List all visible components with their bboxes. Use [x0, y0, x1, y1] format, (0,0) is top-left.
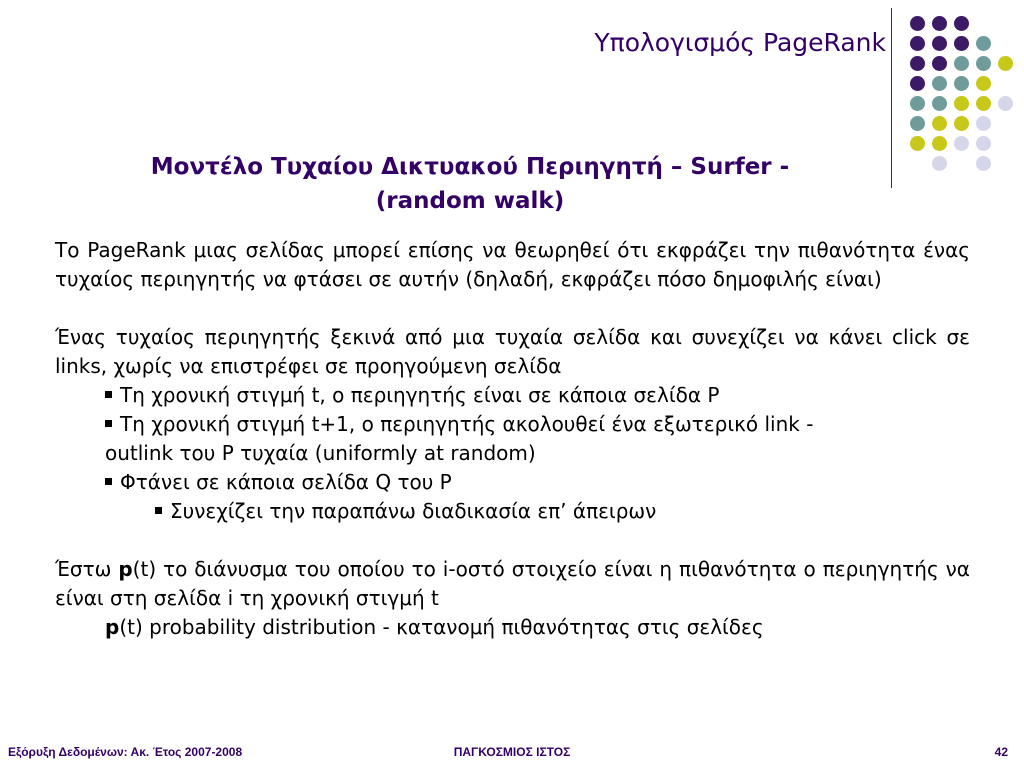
- decorative-dot: [954, 56, 969, 71]
- square-bullet-icon: [155, 507, 162, 514]
- text-fragment: (t) probability distribution - κατανομή πιθανότητας στις σελίδες: [119, 615, 764, 639]
- decorative-dot: [932, 136, 947, 151]
- bullet-continuation: outlink του P τυχαία (uniformly at random): [105, 441, 536, 465]
- decorative-dot: [954, 36, 969, 51]
- decorative-dot: [932, 156, 947, 171]
- bullet-text: Τη χρονική στιγμή t+1, ο περιηγητής ακολουθεί ένα εξωτερικό link -: [120, 412, 814, 436]
- spacer: [55, 526, 970, 555]
- decorative-dot: [932, 36, 947, 51]
- decorative-dot: [976, 116, 991, 131]
- decorative-dot: [910, 116, 925, 131]
- decorative-dot: [998, 96, 1013, 111]
- text-fragment: Έστω: [55, 557, 119, 581]
- decorative-dot: [910, 56, 925, 71]
- decorative-dot: [954, 136, 969, 151]
- paragraph-random-surfer: Ένας τυχαίος περιηγητής ξεκινά από μια τυχαία σελίδα και συνεχίζει να κάνει click σε links, χωρίς να επιστρέφει σε προηγούμενη σελίδα: [55, 325, 970, 378]
- decorative-dot: [910, 76, 925, 91]
- sub-bullet-item: [55, 497, 970, 526]
- footer-topic: ΠΑΓΚΟΣΜΙΟΣ ΙΣΤΟΣ: [453, 745, 571, 759]
- decorative-dot: [976, 96, 991, 111]
- decorative-dot: [910, 36, 925, 51]
- decorative-dot: [932, 116, 947, 131]
- decorative-dot: [976, 36, 991, 51]
- decorative-dot: [954, 76, 969, 91]
- decorative-dot: [976, 156, 991, 171]
- slide-title-line2: (random walk): [375, 188, 565, 214]
- bullet-item: [55, 381, 970, 410]
- decorative-dot: [954, 96, 969, 111]
- decorative-dot: [932, 56, 947, 71]
- decorative-dot: [910, 16, 925, 31]
- square-bullet-icon: [105, 391, 112, 398]
- header-title: Υπολογισμός PageRank: [594, 28, 886, 57]
- decorative-dot: [932, 16, 947, 31]
- header-divider: [891, 8, 892, 188]
- vector-symbol: p: [105, 615, 120, 639]
- square-bullet-icon: [105, 478, 112, 485]
- spacer: [55, 294, 970, 323]
- bullet-text: Φτάνει σε κάποια σελίδα Q του P: [120, 470, 452, 494]
- bullet-item: [55, 410, 970, 439]
- footer: [0, 745, 1024, 765]
- bullet-text: Τη χρονική στιγμή t, ο περιηγητής είναι σε κάποια σελίδα P: [120, 383, 720, 407]
- slide-body: [55, 236, 970, 642]
- vector-symbol: p: [118, 557, 133, 581]
- decorative-dot: [976, 76, 991, 91]
- decorative-dot: [976, 56, 991, 71]
- text-fragment: (t) το διάνυσμα του οποίου το i-οστό στοιχείο είναι η πιθανότητα ο περιηγητής να είναι στη σελίδα i τη χρονική στιγμή t: [55, 557, 970, 610]
- decorative-dot: [998, 56, 1013, 71]
- decorative-dot: [954, 16, 969, 31]
- decorative-dot: [932, 76, 947, 91]
- bullet-item: [55, 468, 970, 497]
- decorative-dot: [976, 136, 991, 151]
- paragraph-probability-distribution: [55, 613, 970, 642]
- paragraph-vector-definition: [55, 555, 970, 613]
- decorative-dot: [932, 96, 947, 111]
- decorative-dot: [910, 96, 925, 111]
- square-bullet-icon: [105, 420, 112, 427]
- page-number: 42: [994, 745, 1008, 759]
- slide-title: [60, 150, 880, 218]
- footer-course: Εξόρυξη Δεδομένων: Ακ. Έτος 2007-2008: [8, 745, 243, 759]
- decorative-dot: [954, 116, 969, 131]
- slide-title-line1: Μοντέλο Τυχαίου Δικτυακού Περιηγητή – Surfer -: [150, 154, 790, 180]
- bullet-text: Συνεχίζει την παραπάνω διαδικασία επ’ άπειρων: [170, 499, 657, 523]
- decorative-dot: [910, 136, 925, 151]
- paragraph-pagerank-definition: Το PageRank μιας σελίδας μπορεί επίσης να θεωρηθεί ότι εκφράζει την πιθανότητα ένας τυχαίος περιηγητής να φτάσει σε αυτήν (δηλαδή, εκφράζει πόσο δημοφιλής είναι): [55, 238, 970, 291]
